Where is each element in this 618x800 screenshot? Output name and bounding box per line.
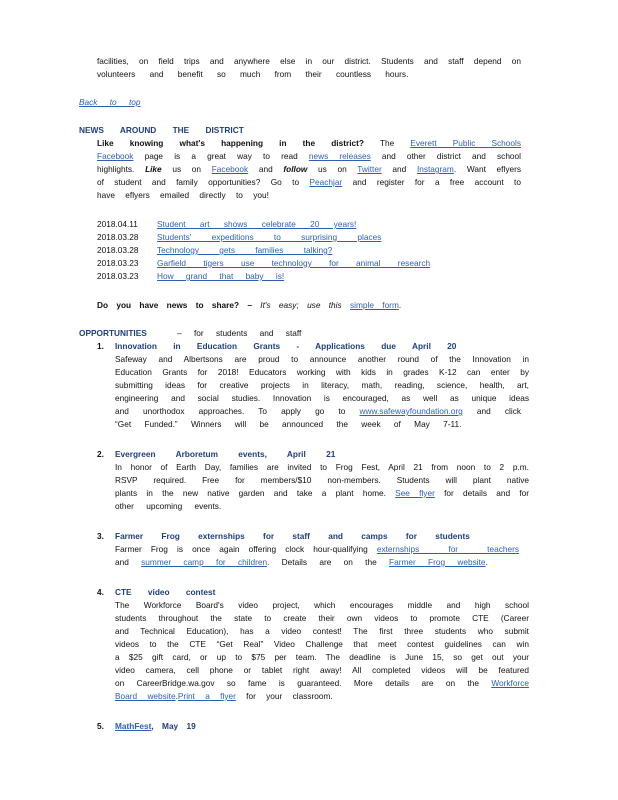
opportunities-heading: OPPORTUNITIES	[79, 328, 147, 338]
item-number: 2.	[97, 449, 104, 459]
item-body-line: In honor of Earth Day, families are invited to Frog Fest, April 21 from noon to 2 p.m.	[115, 462, 529, 472]
item-body-line	[115, 543, 519, 556]
intro-line-2: volunteers and benefit so much from their countless hours.	[97, 69, 409, 79]
facebook-link[interactable]: Facebook	[211, 164, 249, 174]
item-body-line	[115, 677, 529, 690]
news-lead-question: Like knowing what's happening in the district?	[97, 138, 364, 148]
text: us on	[318, 164, 347, 174]
summer-camp-link[interactable]: summer camp for children	[141, 557, 268, 567]
twitter-link[interactable]: Twitter	[357, 164, 382, 174]
item-body-line: Safeway and Albertsons are proud to announce another round of the Innovation in	[115, 354, 529, 364]
text: . Details are on the	[267, 557, 377, 567]
item-body-line: and Technical Education), has a video contest! The first three students who submit	[115, 626, 529, 636]
share-news-line	[97, 299, 401, 312]
safeway-foundation-link[interactable]: www.safewayfoundation.org	[359, 406, 463, 416]
news-date: 2018.04.11	[97, 219, 138, 229]
news-item-link[interactable]: Student art shows celebrate 20 years!	[157, 219, 357, 229]
item-body-line: engineering and social studies. Innovation is encouraged, as well as unique ideas	[115, 393, 529, 403]
item-body-line: submitting ideas for creative projects in literacy, math, reading, science, health, art,	[115, 380, 529, 390]
text: –	[239, 300, 261, 310]
text: .	[175, 691, 178, 701]
news-item	[97, 244, 332, 257]
item-body-line: a $25 gift card, or up to $75 per team. The deadline is June 15, so get out your	[115, 652, 529, 662]
news-item	[97, 270, 284, 283]
item-body-line	[115, 556, 488, 569]
item-number: 3.	[97, 531, 104, 541]
text: and unorthodox approaches. To apply go to	[115, 406, 346, 416]
news-item-link[interactable]: Garfield tigers use technology for animal research	[157, 258, 431, 268]
item-body-line: Education Grants for 2018! Educators working with kids in grades K-12 can enter by	[115, 367, 529, 377]
everett-facebook-link[interactable]: Everett Public Schools	[410, 138, 522, 148]
news-item	[97, 218, 356, 231]
externships-link[interactable]: externships for teachers	[376, 544, 519, 554]
mathfest-title	[115, 720, 196, 733]
news-date: 2018.03.23	[97, 271, 139, 281]
text: for your classroom.	[246, 691, 333, 701]
item-body-line: “Get Funded.” Winners will be announced the week of May 7-11.	[115, 419, 462, 429]
news-item	[97, 231, 381, 244]
text: .	[485, 557, 488, 567]
news-item-link[interactable]: Technology gets families talking?	[157, 245, 333, 255]
item-body-line: video camera, cell phone or tablet right away! All completed videos will be featured	[115, 665, 529, 675]
news-date: 2018.03.23	[97, 258, 139, 268]
everett-facebook-link-2[interactable]: Facebook	[97, 151, 134, 161]
workforce-board-link-2[interactable]: Board website	[115, 691, 176, 701]
news-para-line-1	[97, 137, 521, 150]
item-number: 1.	[97, 341, 104, 351]
item-number: 5.	[97, 721, 104, 731]
text: page is a great way to read	[144, 151, 298, 161]
news-heading: NEWS AROUND THE DISTRICT	[79, 125, 244, 135]
text: .	[398, 300, 402, 310]
text: It's easy; use this	[260, 300, 342, 310]
text: and register for a free account to	[352, 177, 521, 187]
see-flyer-link[interactable]: See flyer	[395, 488, 435, 498]
news-date: 2018.03.28	[97, 232, 139, 242]
intro-line-1: facilities, on field trips and anywhere else in our district. Students and staff depend on	[97, 56, 521, 66]
back-to-top-link[interactable]: Back to top	[79, 97, 141, 107]
mathfest-link[interactable]: MathFest	[115, 721, 152, 731]
text: for details and for	[444, 488, 530, 498]
text: us on	[172, 164, 202, 174]
text: . Want eflyers	[453, 164, 521, 174]
news-releases-link[interactable]: news releases	[308, 151, 371, 161]
text: and	[392, 164, 407, 174]
text: and	[115, 557, 129, 567]
farmer-frog-title: Farmer Frog externships for staff and camps for students	[115, 531, 470, 541]
news-para-line-4	[97, 176, 521, 189]
text: plants in the new native garden and take a plant home.	[115, 488, 386, 498]
item-body-line: students throughout the state to create their own videos to promote CTE (Career	[115, 613, 529, 623]
text: of student and family opportunities? Go to	[97, 177, 300, 187]
item-body-line	[115, 690, 333, 703]
item-body-line: other upcoming events.	[115, 501, 222, 511]
peachjar-link[interactable]: Peachjar	[309, 177, 343, 187]
simple-form-link[interactable]: simple form	[349, 300, 399, 310]
text: highlights.	[97, 164, 135, 174]
news-date: 2018.03.28	[97, 245, 139, 255]
news-para-line-2	[97, 150, 521, 163]
item-number: 4.	[97, 587, 104, 597]
farmer-frog-website-link[interactable]: Farmer Frog website	[389, 557, 486, 567]
text: Farmer Frog is once again offering clock hour-qualifying	[115, 544, 368, 554]
text: and	[258, 164, 273, 174]
instagram-link[interactable]: Instagram	[416, 164, 454, 174]
share-question: Do you have news to share?	[97, 300, 240, 310]
news-para-line-3	[97, 163, 521, 176]
text: and click	[476, 406, 522, 416]
text: on CareerBridge.wa.gov so fame is guaranteed. More details are on the	[115, 678, 479, 688]
news-item-link[interactable]: How grand that baby is!	[157, 271, 285, 281]
item-body-line: The Workforce Board's video project, which encourages middle and high school	[115, 600, 529, 610]
like-text: Like	[145, 164, 162, 174]
opportunities-heading-row	[79, 327, 301, 340]
workforce-board-link[interactable]: Workforce	[491, 678, 529, 688]
text: , May 19	[151, 721, 196, 731]
item-body-line	[115, 487, 529, 500]
item-body-line: RSVP required. Free for members/$10 non-members. Students will plant native	[115, 475, 529, 485]
evergreen-arboretum-title: Evergreen Arboretum events, April 21	[115, 449, 336, 459]
text: The	[379, 138, 395, 148]
opportunities-subheading: – for students and staff	[177, 328, 302, 338]
cte-video-title: CTE video contest	[115, 587, 216, 597]
innovation-grants-title: Innovation in Education Grants - Applications due April 20	[115, 341, 457, 351]
news-para-line-5: have eflyers emailed directly to you!	[97, 190, 269, 200]
print-flyer-link[interactable]: Print a flyer	[177, 691, 236, 701]
news-item	[97, 257, 430, 270]
item-body-line: videos to the CTE “Get Real” Video Challenge that meet contest guidelines can win	[115, 639, 529, 649]
item-body-line	[115, 405, 521, 418]
news-item-link[interactable]: Students' expeditions to surprising places	[157, 232, 382, 242]
follow-text: follow	[283, 164, 308, 174]
text: and other district and school	[381, 151, 522, 161]
